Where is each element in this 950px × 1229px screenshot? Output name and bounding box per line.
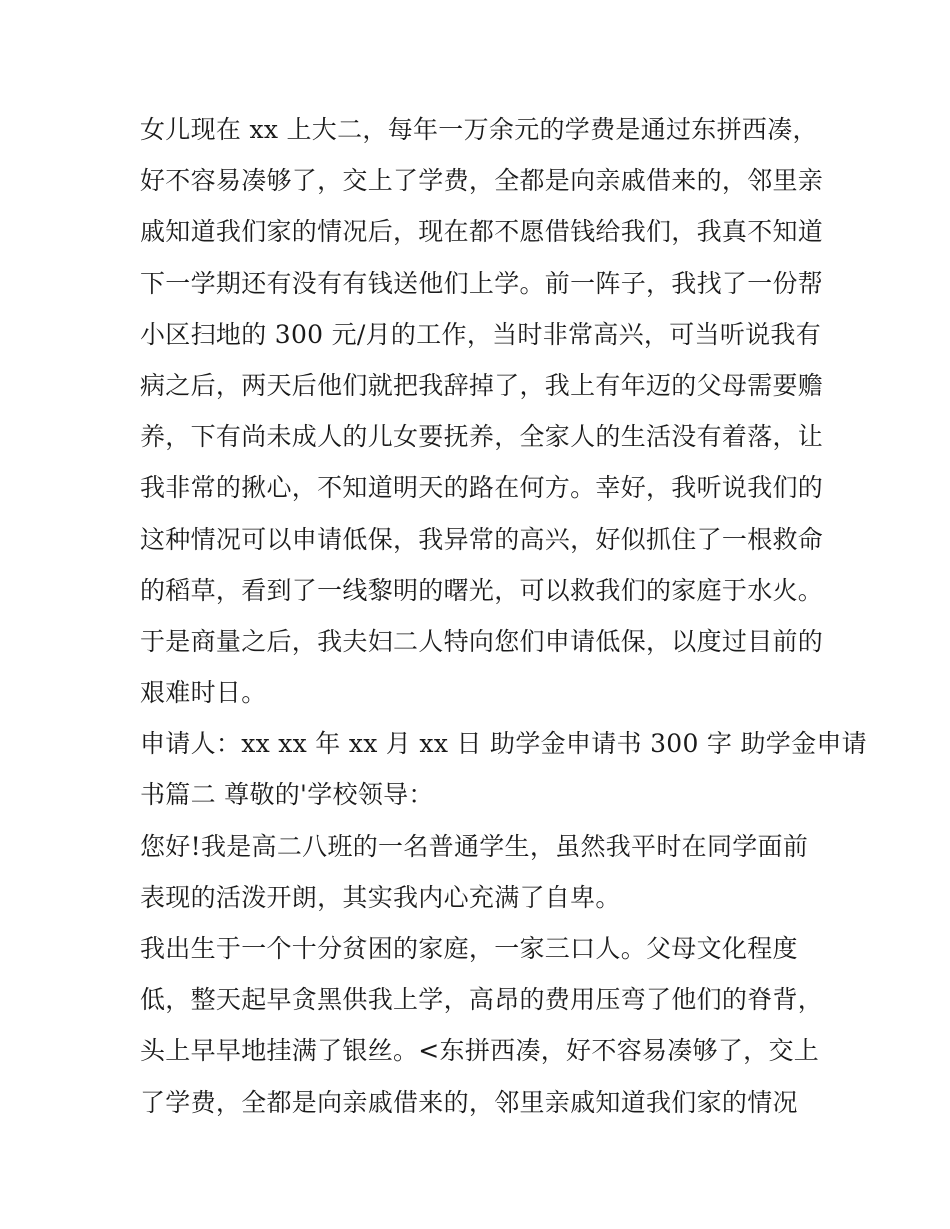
text-line: 于是商量之后，我夫妇二人特向您们申请低保，以度过目前的 (140, 626, 824, 656)
text-line: 艰难时日。 (140, 678, 267, 708)
text-line: 头上早早地挂满了银丝。<东拼西凑，好不容易凑够了，交上 (140, 1036, 820, 1066)
text-line: 这种情况可以申请低保，我异常的高兴，好似抓住了一根救命 (140, 524, 824, 554)
text-line: 我非常的揪心，不知道明天的路在何方。幸好，我听说我们的 (140, 473, 824, 503)
text-line: 表现的活泼开朗，其实我内心充满了自卑。 (140, 882, 621, 912)
document-body (140, 104, 867, 1128)
text-line: 书篇二 尊敬的'学校领导： (140, 780, 434, 810)
text-line: 的稻草，看到了一线黎明的曙光，可以救我们的家庭于水火。 (140, 575, 824, 605)
text-line: 下一学期还有没有有钱送他们上学。前一阵子，我找了一份帮 (140, 268, 824, 298)
text-line: 好不容易凑够了，交上了学费，全都是向亲戚借来的，邻里亲 (140, 166, 824, 196)
text-line: 戚知道我们家的情况后，现在都不愿借钱给我们，我真不知道 (140, 217, 824, 247)
text-line: 我出生于一个十分贫困的家庭，一家三口人。父母文化程度 (140, 934, 798, 963)
text-line: 女儿现在 xx 上大二，每年一万余元的学费是通过东拼西凑， (140, 115, 818, 144)
text-line: 低，整天起早贪黑供我上学，高昂的费用压弯了他们的脊背， (140, 985, 824, 1015)
text-line: 申请人：xx xx 年 xx 月 xx 日 助学金申请书 300 字 助学金申请 (140, 729, 867, 759)
text-line: 小区扫地的 300 元/月的工作，当时非常高兴，可当听说我有 (140, 319, 822, 349)
text-line: 了学费，全都是向亲戚借来的，邻里亲戚知道我们家的情况 (140, 1087, 798, 1117)
text-line: 病之后，两天后他们就把我辞掉了，我上有年迈的父母需要赡 (140, 370, 824, 400)
text-line: 您好!我是高二八班的一名普通学生，虽然我平时在同学面前 (140, 831, 809, 861)
text-line: 养，下有尚未成人的儿女要抚养，全家人的生活没有着落，让 (140, 422, 824, 452)
